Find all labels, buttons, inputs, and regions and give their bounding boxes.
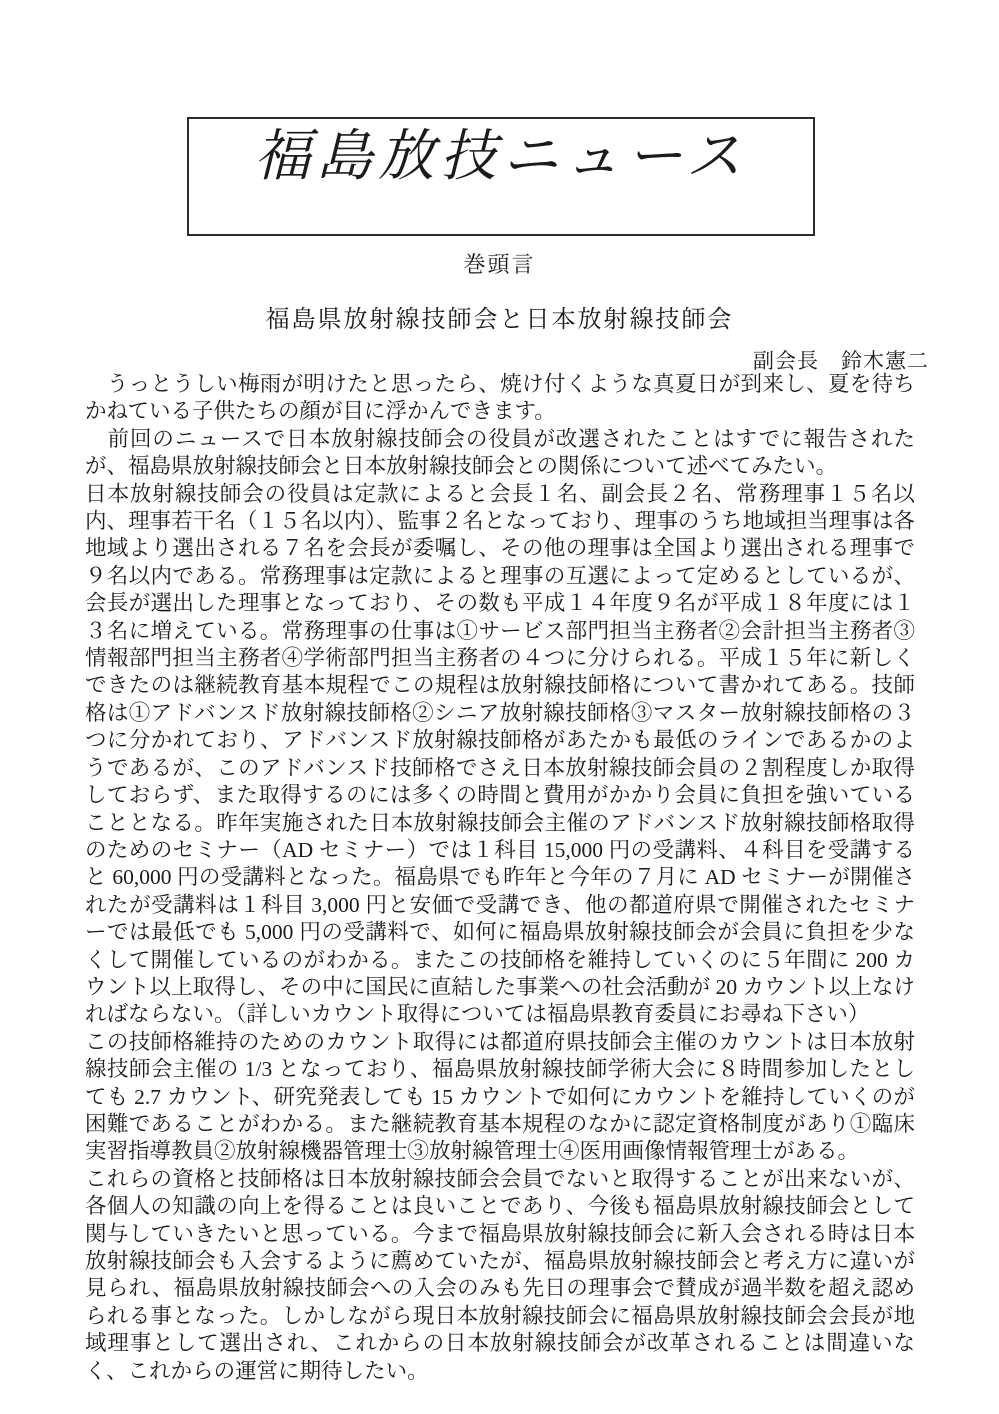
byline: 副会長 鈴木憲二 — [753, 349, 929, 373]
newsletter-title: 福島放技ニュース — [254, 126, 748, 188]
article-paragraph: 日本放射線技師会の役員は定款によると会長１名、副会長２名、常務理事１５名以内、理事若干名（１５名以内）、監事２名となっており、理事のうち地域担当理事は各地域より選出される７名を会長が委嘱し、その他の理事は全国より選出される理事で９名以内である。常務理事は定款によると理事の互選によって定めるとしているが、会長が選出した理事となっており、その数も平成１４年度９名が平成１８年度には１３名に増えている。常務理事の仕事は①サービス部門担当主務者②会計担当主務者③情報部門担当主務者④学術部門担当主務者の４つに分けられる。平成１５年に新しくできたのは継続教育基本規程でこの規程は放射線技師格について書かれてある。技師格は①アドバンスド放射線技師格②シニア放射線技師格③マスター放射線技師格の３つに分かれており、アドバンスド放射線技師格があたかも最低のラインであるかのようであるが、このアドバンスド技師格でさえ日本放射線技師会員の２割程度しか取得しておらず、また取得するのには多くの時間と費用がかかり会員に負担を強いていることとなる。昨年実施された日本放射線技師会主催のアドバンスド放射線技師格取得のためのセミナー（AD セミナー）では１科目 15,000 円の受講料、４科目を受講すると 60,000 円の受講料となった。福島県でも昨年と今年の７月に AD セミナーが開催されたが受講料は１科目 3,000 円と安価で受講でき、他の都道府県で開催されたセミナーでは最低でも 5,000 円の受講料で、如何に福島県放射線技師会が会員に負担を少なくして開催しているのがわかる。またこの技師格を維持していくのに５年間に 200 カウント以上取得し、その中に国民に直結した事業への社会活動が 20 カウント以上なければならない。（詳しいカウント取得については福島県教育委員にお尋ね下さい） — [85, 481, 915, 1027]
article-paragraph: この技師格維持のためのカウント取得には都道府県技師会主催のカウントは日本放射線技師会主催の 1/3 となっており、福島県放射線技師学術大会に８時間参加したとしても 2.7 カウント、研究発表しても 15 カウントで如何にカウントを維持していくのが困難であることがわかる。また継続教育基本規程のなかに認定資格制度があり①臨床実習指導教員②放射線機器管理士③放射線管理士④医用画像情報管理士がある。 — [85, 1029, 915, 1164]
article-paragraph: これらの資格と技師格は日本放射線技師会会員でないと取得することが出来ないが、各個人の知識の向上を得ることは良いことであり、今後も福島県放射線技師会として関与していきたいと思っている。今まで福島県放射線技師会に新入会される時は日本放射線技師会も入会するように薦めていたが、福島県放射線技師会と考え方に違いが見られ、福島県放射線技師会への入会のみも先日の理事会で賛成が過半数を超え認められる事となった。しかしながら現日本放射線技師会に福島県放射線技師会会長が地域理事として選出され、これからの日本放射線技師会が改革されることは間違いなく、これからの運営に期待したい。 — [85, 1166, 915, 1383]
newsletter-title-box — [187, 117, 815, 236]
section-label: 巻頭言 — [463, 252, 536, 277]
article-paragraph: 前回のニュースで日本放射線技師会の役員が改選されたことはすでに報告されたが、福島県放射線技師会と日本放射線技師会との関係について述べてみたい。 — [85, 426, 915, 479]
article-body — [85, 371, 915, 1385]
article-paragraph: うっとうしい梅雨が明けたと思ったら、焼け付くような真夏日が到来し、夏を待ちかねている子供たちの顔が目に浮かんできます。 — [85, 372, 915, 424]
article-title: 福島県放射線技師会と日本放射線技師会 — [265, 307, 734, 333]
